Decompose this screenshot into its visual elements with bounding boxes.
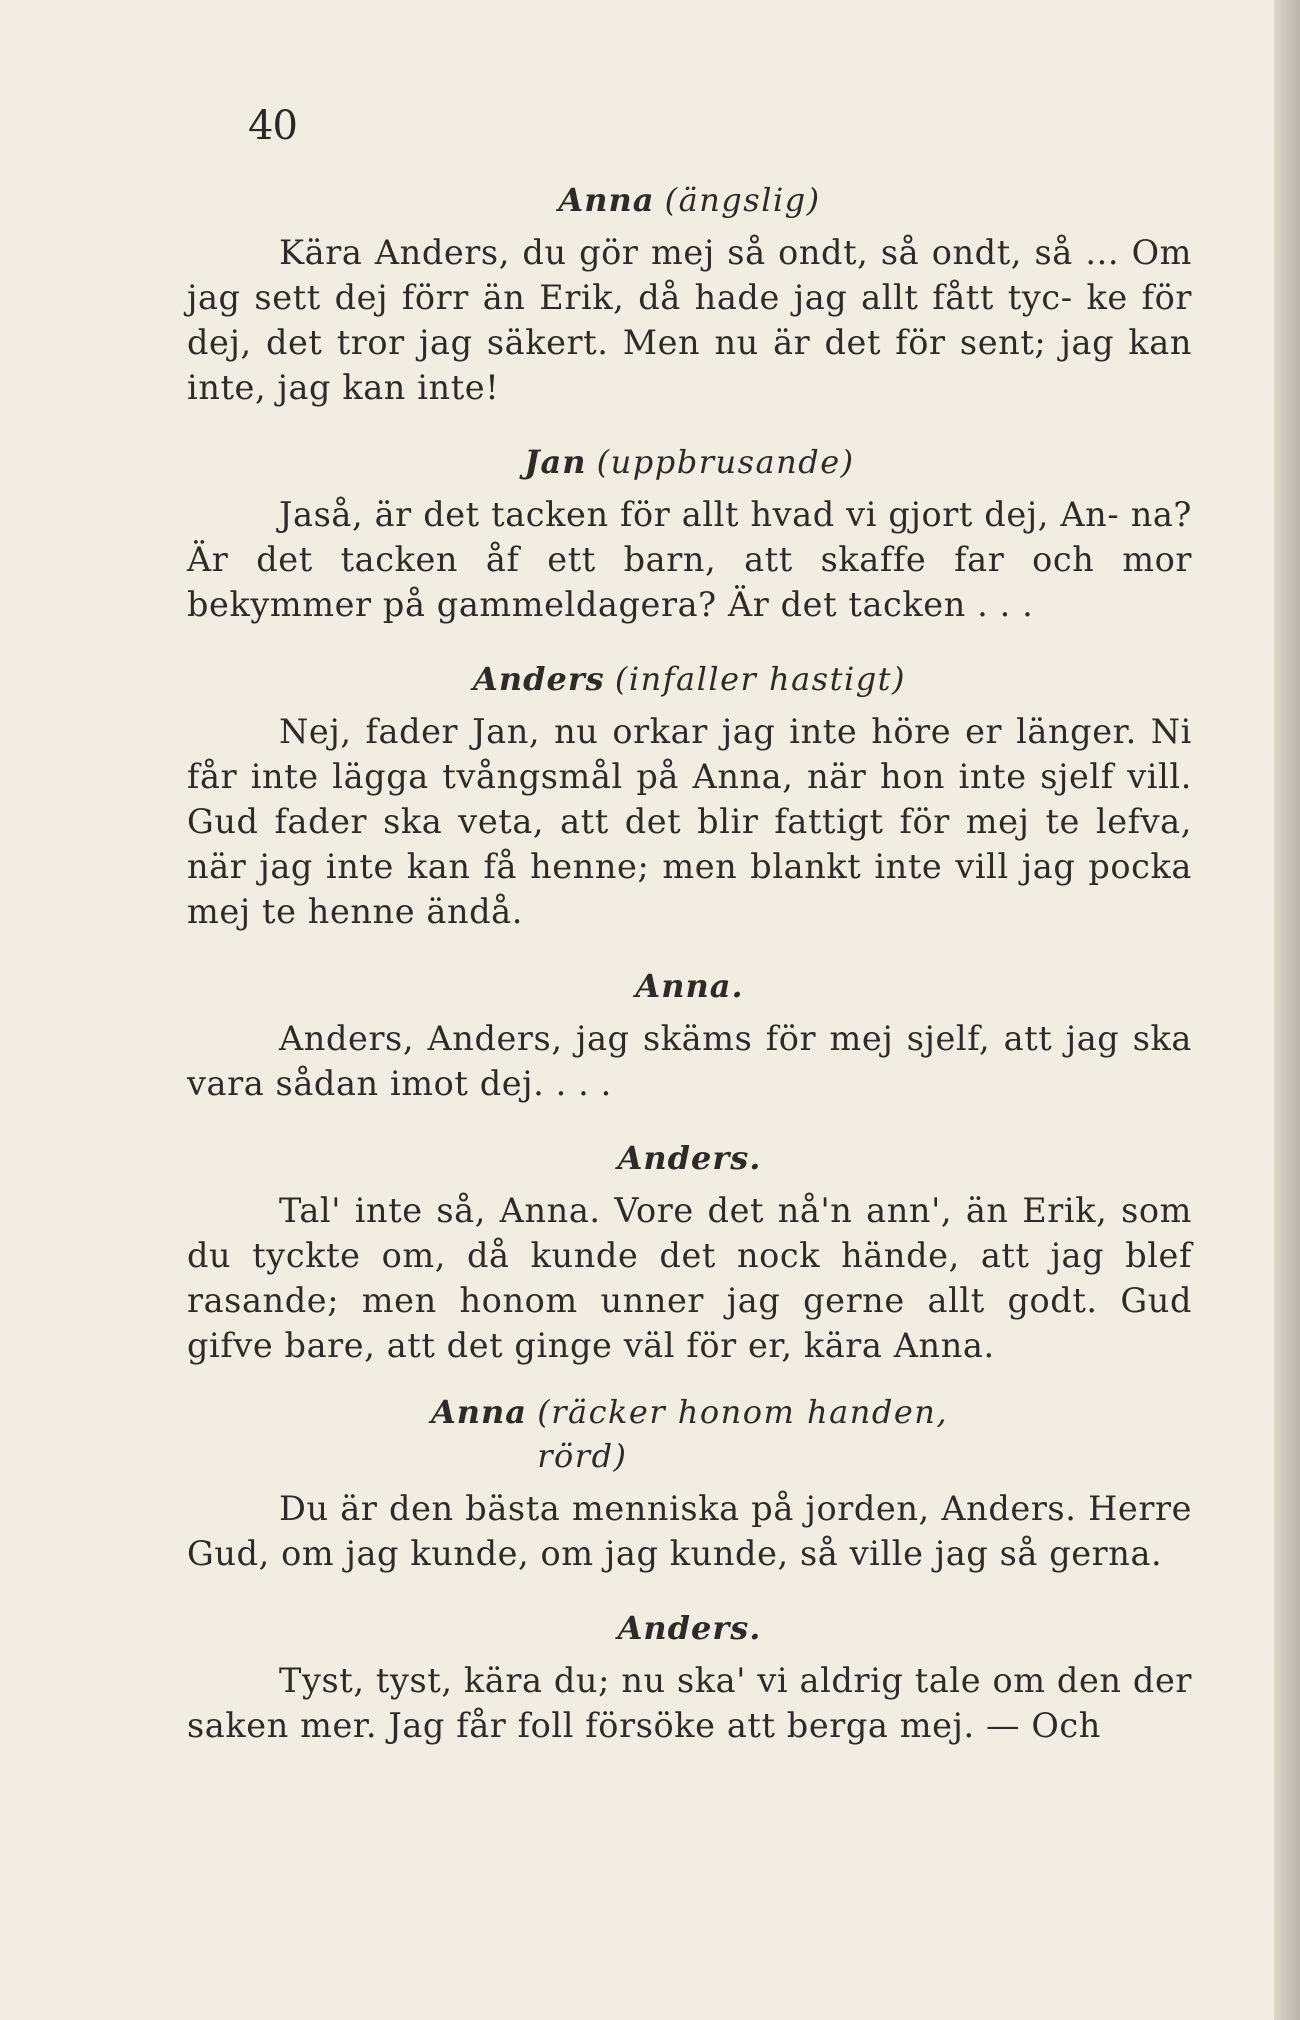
speech-text: [187, 492, 1192, 627]
stage-direction-cont: rörd): [537, 1437, 628, 1475]
speech-text: [187, 1188, 1192, 1368]
text-line: bekymmer på gammeldagera? Är det tacken . . .: [187, 585, 1034, 624]
speech-anders-3: [187, 1606, 1192, 1748]
stage-direction: (räcker honom handen,: [537, 1393, 949, 1431]
text-line: Herre Gud, om jag kunde, om jag kunde, så ville jag: [187, 1489, 1193, 1573]
text-line: som du tyckte om, då kunde det nock hände, att jag: [187, 1191, 1193, 1275]
speech-text: [187, 1658, 1192, 1748]
text-line: Gud gifve bare, att det ginge väl för er, kära Anna.: [187, 1281, 1192, 1365]
speaker-name: Anna.: [635, 967, 744, 1005]
speaker-name: Anders.: [617, 1609, 762, 1647]
speaker-heading: [187, 1136, 1192, 1180]
speech-anna-2: [187, 964, 1192, 1106]
speaker-heading: [187, 1606, 1192, 1650]
text-line: Om jag sett dej förr än Erik, då hade jag allt fått tyc-: [187, 233, 1193, 317]
speaker-name: Jan: [524, 443, 587, 481]
page-edge-shadow: [1274, 0, 1300, 2020]
speaker-name: Anna: [558, 181, 655, 219]
speech-anna-3: [187, 1390, 1192, 1576]
speaker-heading: [187, 178, 1192, 222]
text-line: vill jag pocka mej te henne ändå.: [187, 847, 1193, 931]
text-line: Du är den bästa menniska på jorden, Anders.: [279, 1489, 1077, 1528]
speaker-heading: [187, 440, 1192, 484]
speaker-name: Anders.: [617, 1139, 762, 1177]
stage-direction: (ängslig): [664, 181, 821, 219]
text-line: Jaså, är det tacken för allt hvad vi gjort dej, An-: [279, 495, 1120, 534]
speaker-name: Anna: [430, 1393, 528, 1431]
speech-jan: [187, 440, 1192, 627]
stage-direction: (infaller hastigt): [614, 660, 907, 698]
text-line: så gerna.: [999, 1534, 1163, 1573]
text-line: blef rasande; men honom unner jag gerne allt godt.: [187, 1236, 1192, 1320]
text-line: der saken mer. Jag får foll försöke att berga mej. — Och: [187, 1661, 1192, 1745]
speech-text: [187, 1486, 1192, 1576]
text-line: Anders, Anders, jag skäms för mej sjelf, att jag: [279, 1019, 1120, 1058]
text-line: te lefva, när jag inte kan få henne; men blankt inte: [187, 802, 1192, 886]
page-number: 40: [248, 103, 297, 149]
speech-text: [187, 230, 1192, 410]
text-line: Ni får inte lägga tvångsmål på Anna, när hon inte sjelf: [187, 712, 1192, 796]
speech-anders-2: [187, 1136, 1192, 1368]
text-line: ska vara sådan imot dej. . . .: [187, 1019, 1192, 1103]
speech-text: [187, 709, 1192, 934]
stage-direction: (uppbrusande): [596, 443, 855, 481]
text-line: Tyst, tyst, kära du; nu ska' vi aldrig tale om den: [279, 1661, 1122, 1700]
speaker-heading: [187, 1390, 1192, 1478]
text-line: vill. Gud fader ska veta, att det blir fattigt för mej: [187, 757, 1192, 841]
speech-anders-1: [187, 657, 1192, 934]
text-line: Tal' inte så, Anna. Vore det nå'n ann', än Erik,: [279, 1191, 1108, 1230]
speech-text: [187, 1016, 1192, 1106]
text-line: sent; jag kan inte, jag kan inte!: [187, 323, 1193, 407]
speaker-heading: [187, 964, 1192, 1008]
page-body: [187, 178, 1192, 1748]
text-line: ke för dej, det tror jag säkert. Men nu är det för: [187, 278, 1192, 362]
speaker-heading: [187, 657, 1192, 701]
speaker-name: Anders: [472, 660, 605, 698]
speech-anna-1: [187, 178, 1192, 410]
text-line: Kära Anders, du gör mej så ondt, så ondt, så ...: [279, 233, 1120, 272]
text-line: Nej, fader Jan, nu orkar jag inte höre er länger.: [279, 712, 1137, 751]
text-line: na? Är det tacken åf ett barn, att skaffe far och mor: [187, 495, 1192, 579]
